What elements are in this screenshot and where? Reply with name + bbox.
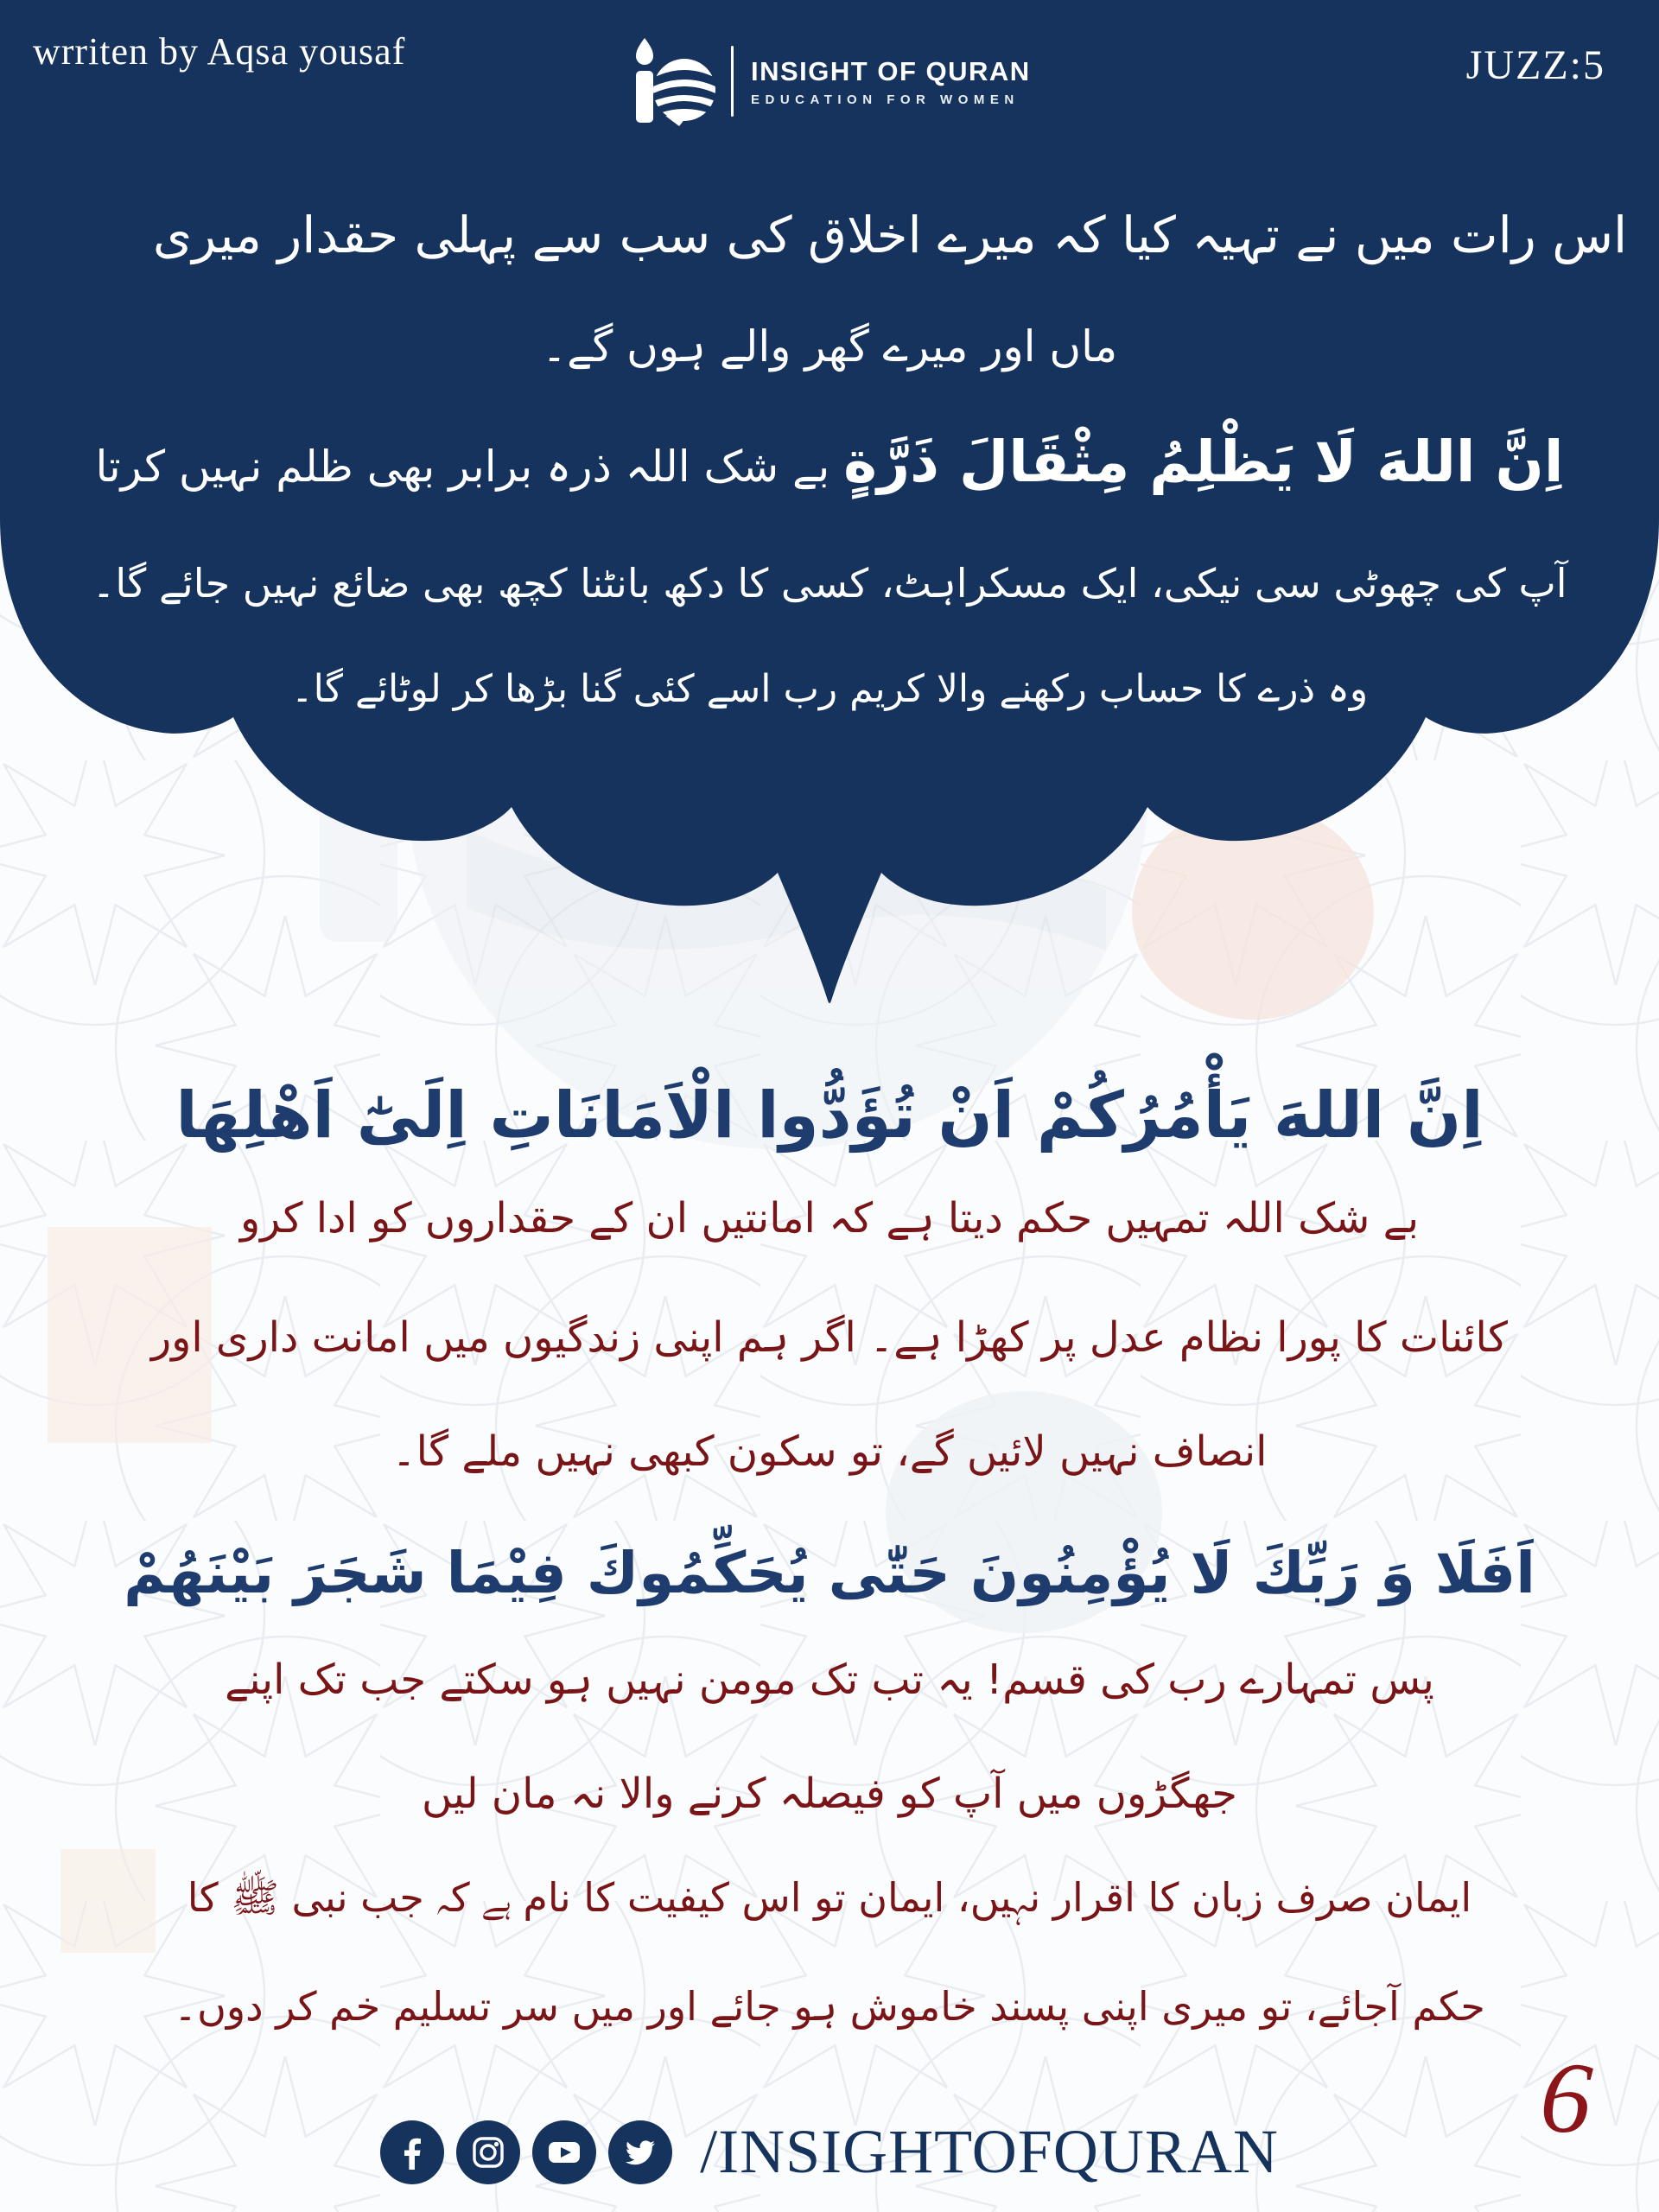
blob-arabic-verse: اِنَّ اللهَ لَا يَظْلِمُ مِثْقَالَ ذَرَّةٍ: [843, 429, 1564, 495]
blob-urdu-line-2: ماں اور میرے گھر والے ہوں گے۔: [541, 321, 1118, 372]
social-handle[interactable]: /INSIGHTOFQURAN: [700, 2117, 1279, 2186]
navy-header-blob: [0, 0, 1659, 1054]
logo: [631, 36, 1031, 126]
urdu-para3-line2: حکم آجائے، تو میری اپنی پسند خاموش ہو جائے اور میں سر تسلیم خم کر دوں۔: [174, 1983, 1485, 2030]
urdu-para2-line1: پس تمہارے رب کی قسم! یہ تب تک مومن نہیں ہو سکتے جب تک اپنے: [225, 1656, 1434, 1704]
twitter-icon[interactable]: [608, 2120, 672, 2184]
juzz-label: JUZZ:5: [1465, 42, 1605, 88]
arabic-verse-1: اِنَّ اللهَ يَأْمُرُكُمْ اَنْ تُؤَدُّوا الْاَمَانَاتِ اِلَىٰٓ اَهْلِهَا: [175, 1078, 1484, 1153]
writer-credit: wrriten by Aqsa yousaf: [33, 30, 406, 73]
header: [0, 0, 1659, 138]
urdu-para1-line1: بے شک اللہ تمہیں حکم دیتا ہے کہ امانتیں ان کے حقداروں کو ادا کرو: [239, 1194, 1420, 1243]
logo-divider: [731, 46, 734, 117]
logo-icon: [631, 36, 717, 126]
logo-title: INSIGHT OF QURAN: [751, 55, 1031, 86]
urdu-para3-line1: ایمان صرف زبان کا اقرار نہیں، ایمان تو اس کیفیت کا نام ہے کہ جب نبی ﷺ کا: [187, 1874, 1472, 1921]
urdu-para2-line2: جھگڑوں میں آپ کو فیصلہ کرنے والا نہ مان لیں: [422, 1770, 1237, 1818]
youtube-icon[interactable]: [532, 2120, 596, 2184]
page-number: 6: [1536, 2039, 1596, 2156]
arabic-verse-2: اَفَلَا وَ رَبِّكَ لَا يُؤْمِنُونَ حَتّٰى يُحَكِّمُوكَ فِيْمَا شَجَرَ بَيْنَهُمْ: [124, 1540, 1535, 1606]
blob-urdu-line-1: اس رات میں نے تہیہ کیا کہ میرے اخلاق کی سب سے پہلی حقدار میری: [152, 206, 1628, 264]
instagram-icon[interactable]: [456, 2120, 520, 2184]
blob-urdu-line-5: وہ ذرے کا حساب رکھنے والا کریم رب اسے کئی گنا بڑھا کر لوٹائے گا۔: [290, 667, 1369, 711]
blob-urdu-line-4: آپ کی چھوٹی سی نیکی، ایک مسکراہٹ، کسی کا دکھ بانٹنا کچھ بھی ضائع نہیں جائے گا۔: [92, 560, 1567, 607]
blob-verse-translation: بے شک اللہ ذرہ برابر بھی ظلم نہیں کرتا: [95, 442, 830, 492]
facebook-icon[interactable]: [380, 2120, 444, 2184]
footer: [0, 2116, 1659, 2188]
urdu-para1-line3: انصاف نہیں لائیں گے، تو سکون کبھی نہیں ملے گا۔: [391, 1427, 1268, 1476]
logo-subtitle: EDUCATION FOR WOMEN: [751, 92, 1020, 107]
urdu-para1-line2: کائنات کا پورا نظام عدل پر کھڑا ہے۔ اگر ہم اپنی زندگیوں میں امانت داری اور: [150, 1313, 1509, 1362]
blob-verse-line: [0, 429, 1659, 495]
